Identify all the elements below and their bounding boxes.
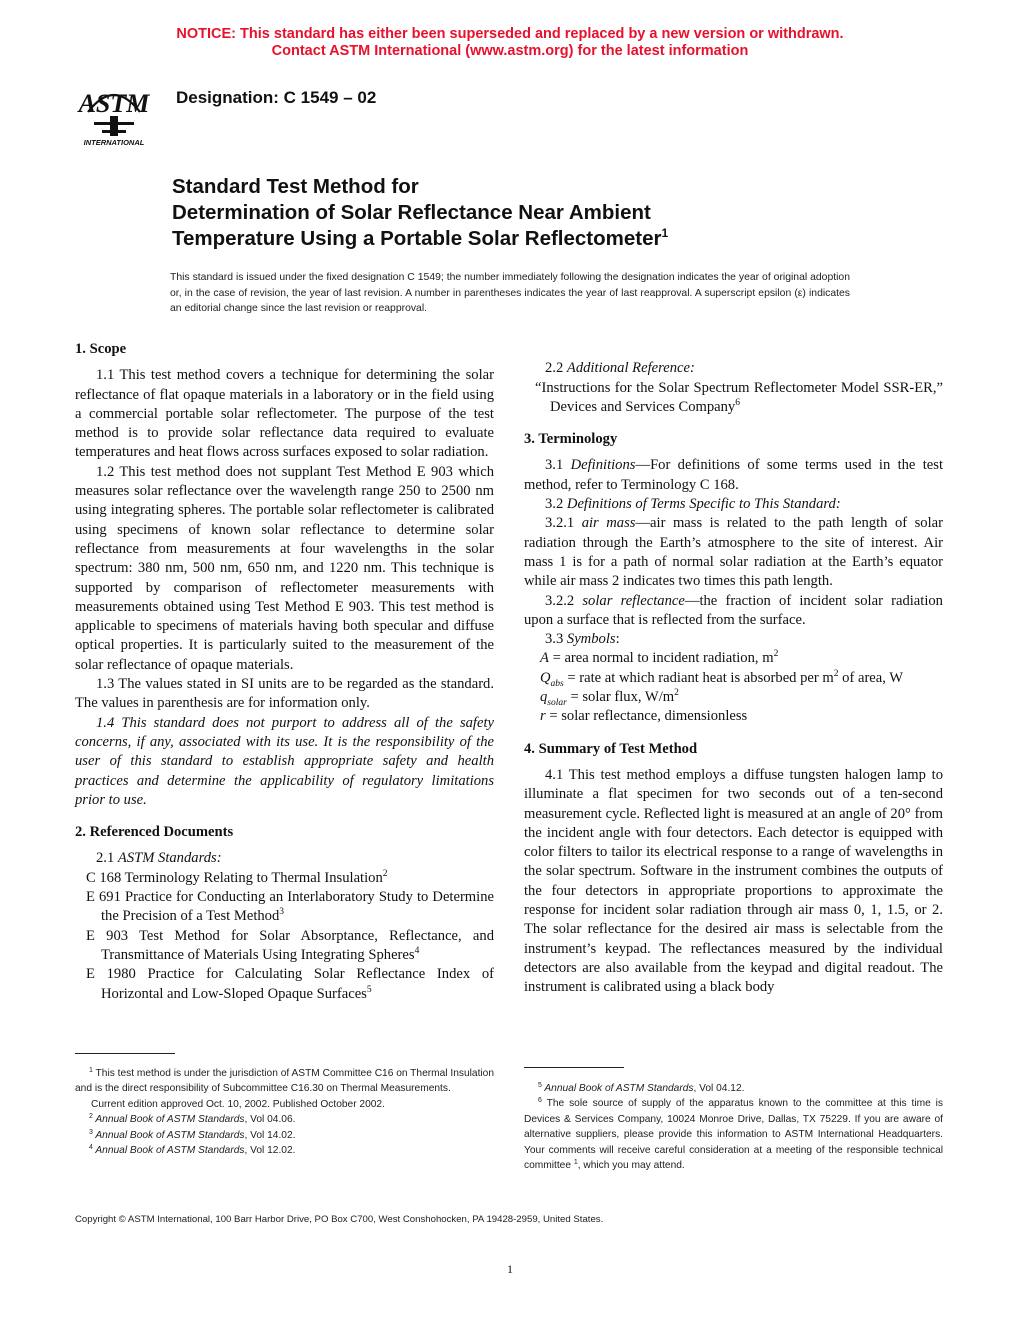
para-2-1-label: ASTM Standards: xyxy=(117,850,222,867)
title-line-1: Standard Test Method for xyxy=(172,175,419,198)
title-footnote-mark: 1 xyxy=(661,226,669,240)
para-1-3: 1.3 The values stated in SI units are to be regarded as the standard. The values in parenthesis are for information only. xyxy=(75,676,494,712)
symbol-q-abs: $Q_{abs}$ = rate at which radiant heat is absorbed per $m^2$ of area, W xyxy=(540,668,904,689)
notice-line-1: NOTICE: This standard has either been superseded and replaced by a new version or withdrawn. xyxy=(176,26,844,42)
logo-wordmark: ASTM xyxy=(78,89,150,118)
page-number: 1 xyxy=(507,1262,513,1276)
title-line-2: Determination of Solar Reflectance Near Ambient xyxy=(172,201,651,224)
ref-e691: E 691 Practice for Conducting an Interlaboratory Study to Determine the Precision of a Test Method$^3$ xyxy=(86,889,494,925)
symbol-r: r = solar reflectance, dimensionless xyxy=(540,708,748,725)
para-3-2-1: 3.2.1 air mass—air mass is related to the path length of solar radiation through the Earth’s atmosphere to the site of interest. Air mass 1 is for a path of normal solar radiation at the Earth’s equator while air mass 2 indicates two times this path length. xyxy=(524,515,944,590)
para-1-1: 1.1 This test method covers a technique for determining the solar reflectance of flat opaque materials in a laboratory or in the field using a commercial portable solar reflectometer. The purpose of the test method is to provide solar reflectance data required to evaluate temperatures and heat flows across surfaces exposed to solar radiation. xyxy=(75,367,494,461)
title-line-3: Temperature Using a Portable Solar Reflectometer xyxy=(172,227,662,250)
para-3-1: 3.1 Definitions—For definitions of some terms used in the test method, refer to Terminology C 168. xyxy=(524,457,943,493)
ref-ssr-er: “Instructions for the Solar Spectrum Reflectometer Model SSR-ER,” Devices and Services Company$^6$ xyxy=(535,379,943,415)
para-3-2-2: 3.2.2 solar reflectance—the fraction of incident solar radiation upon a surface that is reflected from the surface. xyxy=(524,592,943,628)
withdrawn-notice xyxy=(0,26,1020,60)
para-4-1: 4.1 This test method employs a diffuse tungsten halogen lamp to illuminate a flat specimen for two seconds out of a ten-second measurement cycle. Reflected light is measured at an angle of 20° from the incident angle with four detectors. Each detector is equipped with color filters to tailor its electrical response to a range of wavelengths in the solar spectrum. Software in the instrument combines the outputs of the four detectors in appropriate proportions to approximate the response for incident solar radiation through air mass 0, 1, 1.5, or 2. The solar reflectance for the desired air mass is selectable from the instrument’s keypad. The reflectances measured by the individual detectors are also available from the keypad and digital readout. The instrument is calibrated using a black body xyxy=(524,766,943,996)
referenced-heading: 2. Referenced Documents xyxy=(75,824,234,841)
footnote-5: $^5$ Annual Book of ASTM Standards, Vol 04.12. xyxy=(538,1082,745,1094)
logo-subtext: INTERNATIONAL xyxy=(83,138,145,147)
astm-logo xyxy=(66,72,162,148)
footnote-6: $^6$ The sole source of supply of the apparatus known to the committee at this time is Devices & Services Company, 10024 Monroe Drive, Dallas, TX 75229. If you are aware of alternative suppliers, please provide this information to ASTM International Headquarters. Your comments will receive careful consideration at a meeting of the responsible technical committee $^1$, which you may attend. xyxy=(524,1097,943,1172)
issuance-note: This standard is issued under the fixed designation C 1549; the number immediately following the designation indicates the year of original adoption or, in the case of revision, the year of last revision. A number in parentheses indicates the year of last reapproval. A superscript epsilon (ε) indicates an editorial change since the last revision or reapproval. xyxy=(170,272,850,314)
ref-e903: E 903 Test Method for Solar Absorptance, Reflectance, and Transmittance of Materials Using Integrating Spheres$^4$ xyxy=(86,927,494,963)
footnote-3: $^3$ Annual Book of ASTM Standards, Vol 14.02. xyxy=(89,1128,296,1141)
footnote-1: $^1$ This test method is under the jurisdiction of ASTM Committee C16 on Thermal Insulation and is the direct responsibility of Subcommittee C16.30 on Thermal Measurements. xyxy=(75,1067,494,1095)
para-2-2-label: Additional Reference: xyxy=(566,360,695,377)
footnote-edition: Current edition approved Oct. 10, 2002. Published October 2002. xyxy=(91,1098,385,1110)
footnotes-left xyxy=(75,1066,494,1158)
scope-heading: 1. Scope xyxy=(75,341,127,357)
para-1-2: 1.2 This test method does not supplant Test Method E 903 which measures solar reflectance over the wavelength range 250 to 2500 nm using integrating spheres. The portable solar reflectometer is calibrated using specimens of known solar reflectance to determine solar reflectance from measurements at four wavelengths in the solar spectrum: 380 nm, 500 nm, 650 nm, and 1220 nm. This technique is supported by comparison of reflectometer measurements with measurements obtained using Test Method E 903. This test method is applicable to specimens of materials having both specular and diffuse optical properties. It is particularly suited to the measurement of the solar reflectance of opaque materials. xyxy=(75,463,494,673)
footnote-rule-right xyxy=(524,1067,624,1068)
terminology-heading: 3. Terminology xyxy=(524,431,618,448)
para-2-1-num: 2.1 xyxy=(96,850,115,867)
para-2-2-num: 2.2 xyxy=(545,360,564,377)
symbol-q-solar: $q_{solar}$ = solar flux, $W/m^2$ xyxy=(540,688,679,708)
notice-line-2: Contact ASTM International (www.astm.org) for the latest information xyxy=(271,43,749,59)
left-column xyxy=(75,340,494,1002)
ref-e1980: E 1980 Practice for Calculating Solar Reflectance Index of Horizontal and Low-Sloped Opaque Surfaces$^5$ xyxy=(86,966,494,1002)
summary-heading: 4. Summary of Test Method xyxy=(524,740,698,757)
footnote-4: $^4$ Annual Book of ASTM Standards, Vol 12.02. xyxy=(89,1144,296,1157)
document-title xyxy=(172,174,932,252)
ref-c168: C 168 Terminology Relating to Thermal Insulation$^2$ xyxy=(86,868,388,886)
footnote-rule-left xyxy=(75,1053,175,1054)
designation: Designation: C 1549 – 02 xyxy=(176,88,377,107)
para-1-4: 1.4 This standard does not purport to address all of the safety concerns, if any, associated with its use. It is the responsibility of the user of this standard to establish appropriate safety and health practices and determine the applicability of regulatory limitations prior to use. xyxy=(75,714,494,808)
footnote-2: $^2$ Annual Book of ASTM Standards, Vol 04.06. xyxy=(89,1113,296,1126)
copyright-line: Copyright © ASTM International, 100 Barr Harbor Drive, PO Box C700, West Conshohocken, PA 19428-2959, United States. xyxy=(75,1214,604,1225)
right-column xyxy=(524,340,943,998)
footnotes-right xyxy=(524,1081,943,1173)
para-3-2: 3.2 Definitions of Terms Specific to This Standard: xyxy=(545,496,841,513)
para-3-3: 3.3 Symbols: xyxy=(545,631,620,648)
symbol-a: A = area normal to incident radiation, $m^2$ xyxy=(540,649,779,667)
